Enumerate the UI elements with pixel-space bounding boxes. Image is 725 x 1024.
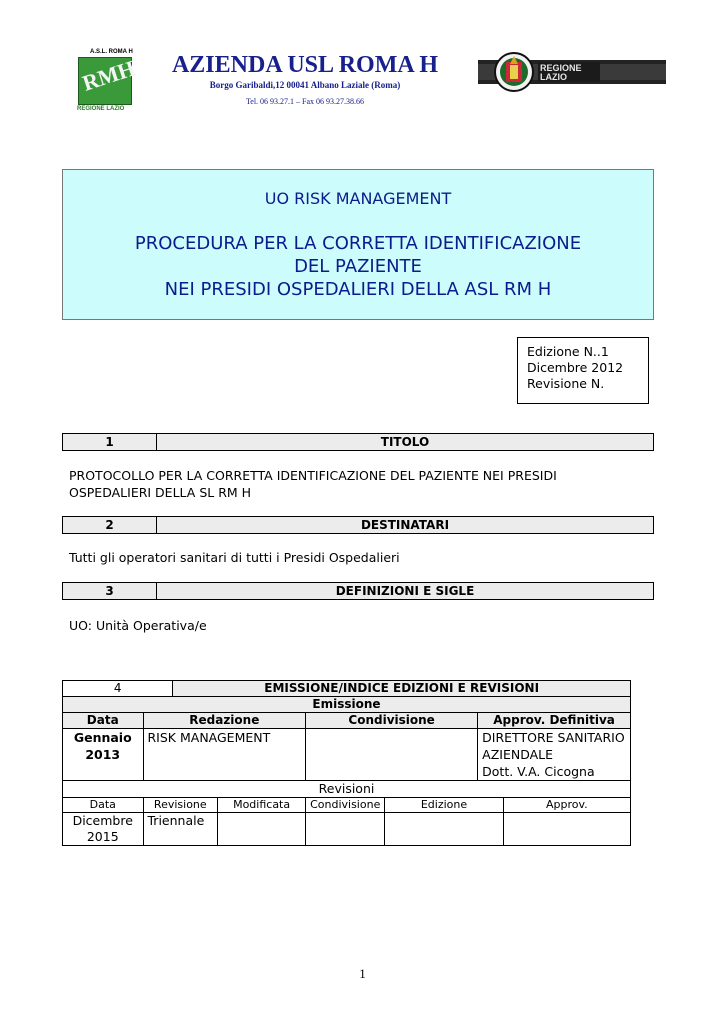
body-line: UO: Unità Operativa/e — [69, 618, 207, 633]
logo-right-text-2: LAZIO — [540, 72, 567, 82]
header-condivisione: Condivisione — [306, 713, 478, 729]
section-bar-destinatari — [62, 516, 654, 534]
rev-header-approv: Approv. — [503, 798, 630, 813]
emission-redazione: RISK MANAGEMENT — [143, 729, 306, 781]
table-section-title: EMISSIONE/INDICE EDIZIONI E REVISIONI — [173, 681, 631, 697]
section-label: DEFINIZIONI E SIGLE — [335, 584, 475, 598]
header-approvazione: Approv. Definitiva — [478, 713, 631, 729]
procedure-title-line: PROCEDURA PER LA CORRETTA IDENTIFICAZIONE — [134, 233, 582, 254]
table-section-number: 4 — [63, 681, 173, 697]
emission-data-row — [63, 729, 631, 781]
section-number: 2 — [63, 517, 157, 533]
procedure-title-line: DEL PAZIENTE — [294, 256, 422, 277]
section-number: 3 — [63, 583, 157, 599]
rev-edizione — [385, 813, 503, 846]
emission-condivisione — [306, 729, 478, 781]
body-line: PROTOCOLLO PER LA CORRETTA IDENTIFICAZIONE DEL PAZIENTE NEI PRESIDI — [69, 468, 557, 483]
rev-modificata — [218, 813, 306, 846]
logo-left-top-text: A.S.L. ROMA H — [90, 49, 133, 55]
rev-header-modificata: Modificata — [218, 798, 306, 813]
edition-date: Dicembre 2012 — [527, 360, 624, 375]
section-label: TITOLO — [380, 435, 430, 449]
section-number: 1 — [63, 434, 157, 450]
rev-date-year: 2015 — [86, 829, 119, 844]
revisions-label: Revisioni — [63, 781, 631, 798]
body-line: OSPEDALIERI DELLA SL RM H — [69, 485, 252, 500]
emission-date — [63, 729, 144, 781]
edition-box — [517, 337, 649, 404]
asl-roma-h-logo — [76, 49, 138, 117]
emission-date-month: Gennaio — [73, 730, 132, 745]
approv-line: DIRETTORE SANITARIO — [482, 730, 625, 745]
section-label: DESTINATARI — [360, 518, 450, 532]
revision-number: Revisione N. — [527, 376, 605, 391]
regione-lazio-emblem-icon — [478, 52, 666, 92]
header-data: Data — [63, 713, 144, 729]
rev-revisione: Triennale — [143, 813, 218, 846]
organization-title: AZIENDA USL ROMA H — [171, 52, 439, 78]
section-bar-titolo — [62, 433, 654, 451]
header-redazione: Redazione — [143, 713, 306, 729]
revisions-data-row — [63, 813, 631, 846]
section-body-definizioni — [69, 617, 207, 634]
emission-date-year: 2013 — [85, 747, 121, 762]
organization-address: Borgo Garibaldi,12 00041 Albano Laziale (Roma) — [209, 80, 401, 90]
logo-right-text-1: REGIONE — [540, 63, 582, 73]
regione-lazio-logo — [478, 52, 666, 92]
emission-label-row — [63, 697, 631, 713]
organization-phone: Tel. 06 93.27.1 – Fax 06 93.27.38.66 — [245, 97, 365, 106]
rev-condivisione — [306, 813, 385, 846]
rev-header-data: Data — [63, 798, 144, 813]
table-title-row — [63, 681, 631, 697]
unit-name: UO RISK MANAGEMENT — [264, 189, 452, 208]
section-body-titolo — [69, 467, 557, 501]
emission-approvazione — [478, 729, 631, 781]
page-number: 1 — [359, 966, 366, 981]
emission-label: Emissione — [63, 697, 631, 713]
edition-number: Edizione N..1 — [527, 344, 609, 359]
rev-header-condivisione: Condivisione — [306, 798, 385, 813]
procedure-title-box — [62, 169, 654, 320]
rev-date-month: Dicembre — [72, 813, 133, 828]
procedure-title — [63, 232, 653, 301]
rev-header-revisione: Revisione — [143, 798, 218, 813]
rev-date — [63, 813, 144, 846]
section-body-destinatari — [69, 549, 400, 566]
body-line: Tutti gli operatori sanitari di tutti i Presidi Ospedalieri — [69, 550, 400, 565]
rev-header-edizione: Edizione — [385, 798, 503, 813]
logo-left-bottom-text: REGIONE LAZIO — [77, 106, 125, 112]
approv-line: Dott. V.A. Cicogna — [482, 764, 595, 779]
approv-line: AZIENDALE — [482, 747, 554, 762]
emission-header-row — [63, 713, 631, 729]
logo-left-rmh-text: RMH — [79, 55, 139, 96]
section-bar-definizioni — [62, 582, 654, 600]
revisions-header-row — [63, 798, 631, 813]
procedure-title-line: NEI PRESIDI OSPEDALIERI DELLA ASL RM H — [164, 279, 552, 300]
emission-revisions-table — [62, 680, 631, 846]
rev-approv — [503, 813, 630, 846]
revisions-label-row — [63, 781, 631, 798]
